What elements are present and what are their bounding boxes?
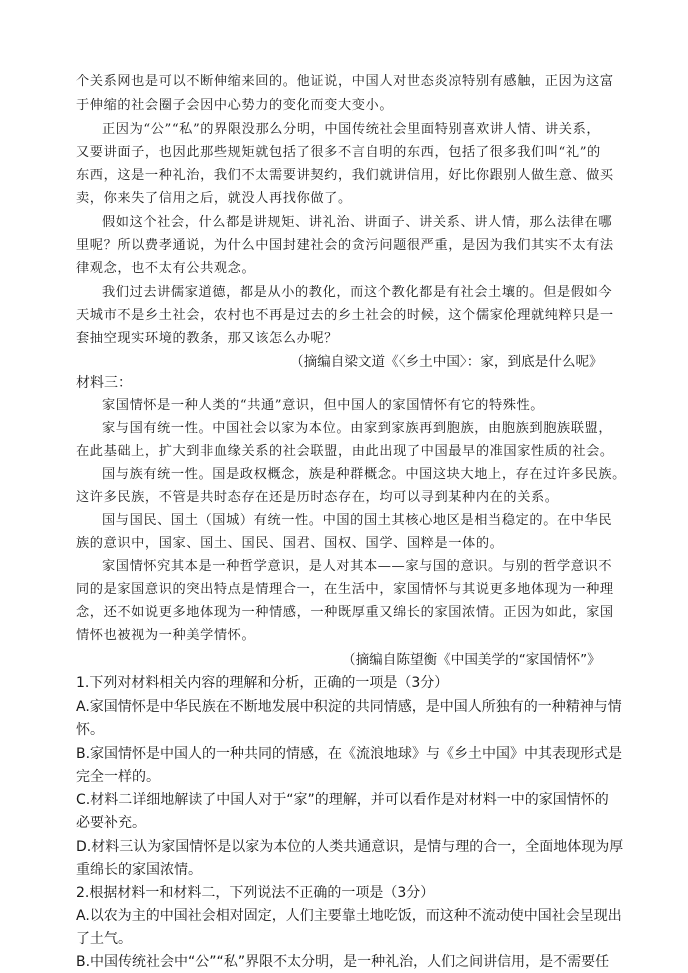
passage-line: 情怀也被视为一种美学情怀。 [76, 628, 256, 643]
passage-line: 套抽空现实环境的教条，那又该怎么办呢？ [76, 331, 338, 346]
passage-line: 家国情怀究其本是一种哲学意识，是人对其本——家与国的意识。与别的哲学意识不 [102, 559, 613, 574]
passage-line: 东西，这是一种礼治，我们不太需要讲契约，我们就讲信用，好比你跟别人做生意、做买 [76, 168, 614, 183]
passage-line: 念，还不如说更多地体现为一种情感，一种既厚重又绵长的家国浓情。正因为如此，家国 [76, 605, 614, 620]
material-heading: 材料三： [76, 375, 132, 391]
passage-line: 家国情怀是一种人类的“共通”意识，但中国人的家国情怀有它的特殊性。 [102, 398, 545, 413]
option-line: 重绵长的家国浓情。 [76, 862, 202, 878]
passage-line: 正因为“公”“私”的界限没那么分明，中国传统社会里面特别喜欢讲人情、讲关系， [102, 122, 601, 137]
source-citation: （摘编自梁文道《〈乡土中国〉：家，到底是什么呢》 [290, 354, 603, 370]
option-line: 完全一样的。 [76, 769, 160, 785]
passage-line: 同的是家国意识的突出特点是情理合一，在生活中，家国情怀与其说更多地体现为一种理 [76, 582, 614, 597]
option-line: B.家国情怀是中国人的一种共同的情感，在《流浪地球》与《乡土中国》中其表现形式是 [76, 746, 623, 762]
option-line: B.中国传统社会中“公”“私”界限不太分明，是一种礼治，人们之间讲信用，是不需要任 [76, 954, 610, 970]
passage-line: 律观念，也不太有公共观念。 [76, 261, 256, 276]
passage-line: 家与国有统一性。中国社会以家为本位。由家到家族再到胞族，由胞族到胞族联盟， [102, 421, 613, 436]
option-line: C.材料二详细地解读了中国人对于“家”的理解，并可以看作是对材料一中的家国情怀的 [76, 792, 609, 808]
question-stem: 1.下列对材料相关内容的理解和分析，正确的一项是（3分） [76, 675, 449, 691]
passage-line: 卖，你来失了信用之后，就没人再找你做了。 [76, 191, 352, 206]
option-line: 了土气。 [76, 931, 132, 947]
question-stem: 2.根据材料一和材料二，下列说法不正确的一项是（3分） [76, 885, 435, 901]
passage-line: 我们过去讲儒家道德，都是从小的教化，而这个教化都是有社会土壤的。但是假如今 [102, 285, 613, 300]
source-citation: （摘编自陈望衡《中国美学的“家国情怀”》 [342, 652, 601, 668]
passage-line: 个关系网也是可以不断伸缩来回的。他证说，中国人对世态炎凉特别有感触，正因为这富 [76, 74, 614, 89]
option-line: D.材料三认为家国情怀是以家为本位的人类共通意识，是情与理的合一，全面地体现为厚 [76, 839, 624, 855]
passage-line: 这许多民族，不管是共时态存在还是历时态存在，均可以寻到某种内在的关系。 [76, 490, 559, 505]
passage-line: 国与国民、国土（国城）有统一性。中国的国土其核心地区是相当稳定的。在中华民 [102, 513, 613, 528]
option-line: A.家国情怀是中华民族在不断地发展中积淀的共同情感，是中国人所独有的一种精神与情 [76, 699, 622, 715]
passage-line: 族的意识中，国家、国土、国民、国君、国权、国学、国粹是一体的。 [76, 536, 504, 551]
passage-line: 天城市不是乡土社会，农村也不再是过去的乡土社会的时候，这个儒家伦理就纯粹只是一 [76, 308, 614, 323]
passage-line: 假如这个社会，什么都是讲规矩、讲礼治、讲面子、讲关系、讲人情，那么法律在哪 [102, 215, 613, 230]
passage-line: 国与族有统一性。国是政权概念，族是种群概念。中国这块大地上，存在过许多民族。 [102, 467, 626, 482]
option-line: A.以农为主的中国社会相对固定，人们主要靠土地吃饭，而这种不流动使中国社会呈现出 [76, 908, 622, 924]
passage-line: 在此基础上，扩大到非血缘关系的社会联盟，由此出现了中国最早的准国家性质的社会。 [76, 444, 614, 459]
passage-line: 里呢？所以费孝通说，为什么中国封建社会的贪污问题很严重，是因为我们其实不太有法 [76, 238, 614, 253]
passage-line: 于伸缩的社会圈子会因中心势力的变化而变大变小。 [76, 98, 394, 113]
option-line: 必要补充。 [76, 815, 146, 831]
passage-line: 又要讲面子，也因此那些规矩就包括了很多不言自明的东西，包括了很多我们叫“礼”的 [76, 145, 601, 160]
option-line: 怀。 [76, 722, 104, 738]
